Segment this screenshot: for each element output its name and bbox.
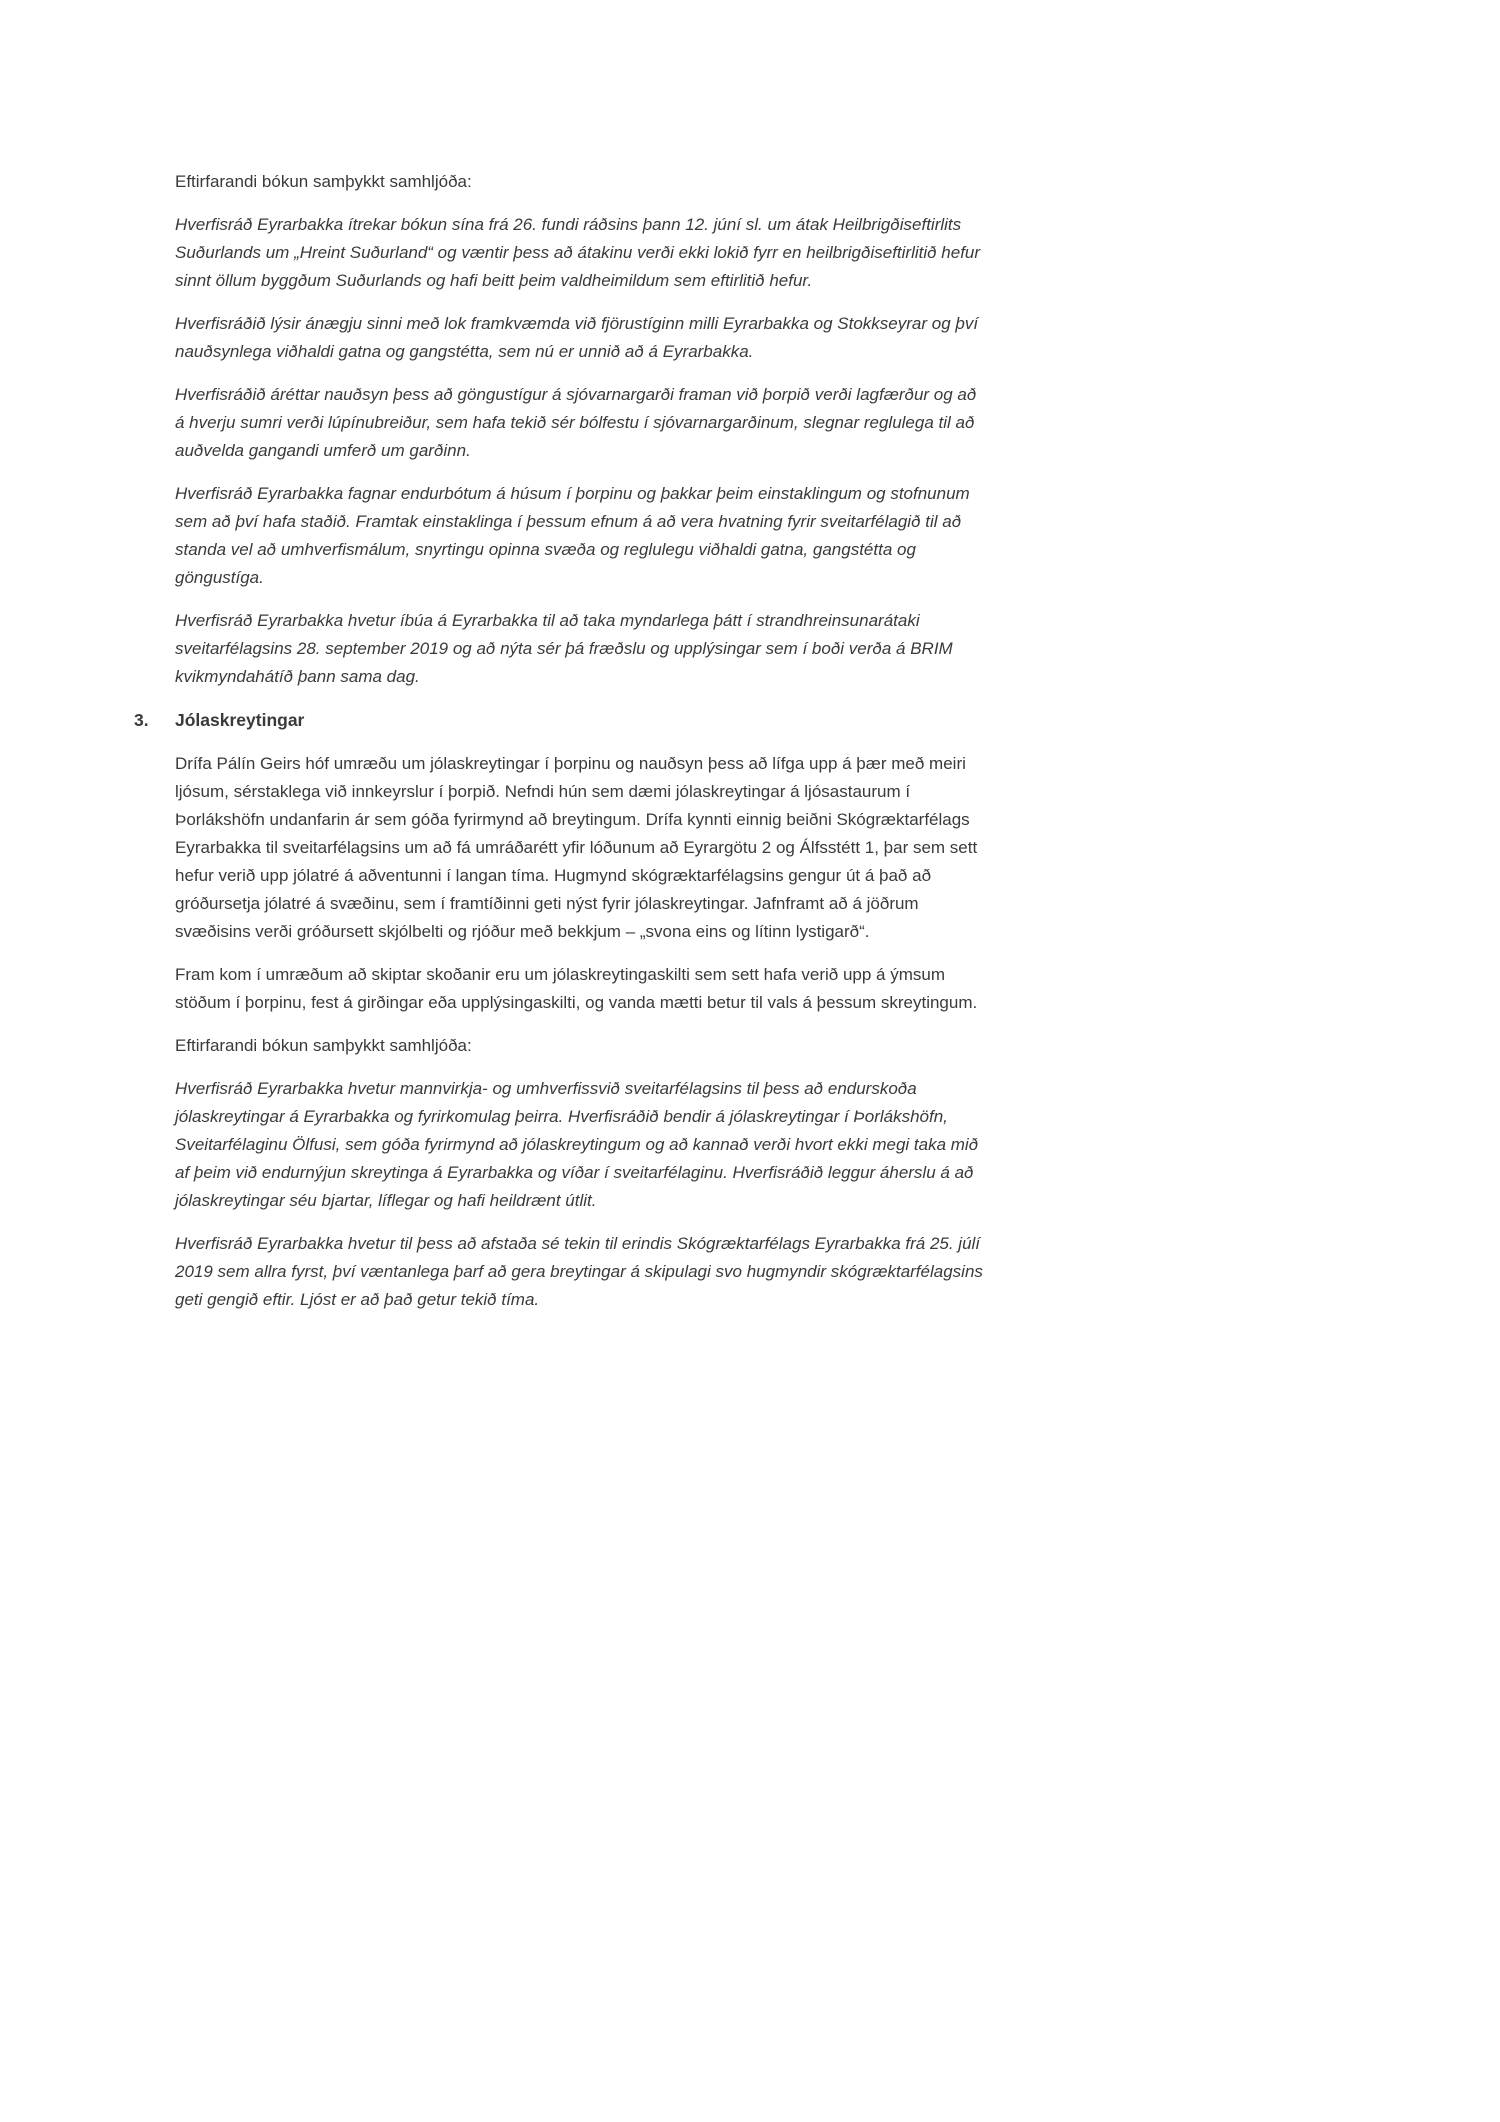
section-number: 3. [134,710,149,730]
document-content [134,0,987,1314]
body-paragraph: Fram kom í umræðum að skiptar skoðanir eru um jólaskreytingaskilti sem sett hafa verið upp á ýmsum stöðum í þorpinu, fest á girðingar eða upplýsingaskilti, og vanda mætti betur til vals á þessum skreytingum. [175,965,978,1012]
section-title: Jólaskreytingar [175,710,305,730]
resolution-paragraph: Hverfisráðið áréttar nauðsyn þess að göngustígur á sjóvarnargarði framan við þorpið verði lagfærður og að á hverju sumri verði lúpínubreiður, sem hafa tekið sér bólfestu í sjóvarnargarðinum, slegnar reglulega til að auðvelda gangandi umferð um garðinn. [175,385,977,460]
section-heading [134,706,987,734]
body-paragraph: Drífa Pálín Geirs hóf umræðu um jólaskreytingar í þorpinu og nauðsyn þess að lífga upp á þær með meiri ljósum, sérstaklega við innkeyrslur í þorpið. Nefndi hún sem dæmi jólaskreytingar á ljósastaurum í Þorlákshöfn undanfarin ár sem góða fyrirmynd að breytingum. Drífa kynnti einnig beiðni Skógræktarfélags Eyrarbakka til sveitarfélagsins um að fá umráðarétt yfir lóðunum að Eyrargötu 2 og Álfsstétt 1, þar sem sett hefur verið upp jólatré á aðventunni í langan tíma. Hugmynd skógræktarfélagsins gengur út á það að gróðursetja jólatré á svæðinu, sem í framtíðinni geti nýst fyrir jólaskreytingar. Jafnframt að á jöðrum svæðisins verði gróðursett skjólbelti og rjóður með bekkjum – „svona eins og lítinn lystigarð“. [175,754,978,941]
resolution-paragraph: Hverfisráð Eyrarbakka hvetur íbúa á Eyrarbakka til að taka myndarlega þátt í strandhreinsunarátaki sveitarfélagsins 28. september 2019 og að nýta sér þá fræðslu og upplýsingar sem í boði verða á BRIM kvikmyndahátíð þann sama dag. [175,611,953,686]
resolution-paragraph: Hverfisráð Eyrarbakka fagnar endurbótum á húsum í þorpinu og þakkar þeim einstaklingum og stofnunum sem að því hafa staðið. Framtak einstaklinga í þessum efnum á að vera hvatning fyrir sveitarfélagið til að standa vel að umhverfismálum, snyrtingu opinna svæða og reglulegu viðhaldi gatna, gangstétta og göngustíga. [175,484,970,587]
resolution-paragraph: Hverfisráð Eyrarbakka hvetur til þess að afstaða sé tekin til erindis Skógræktarfélags Eyrarbakka frá 25. júlí 2019 sem allra fyrst, því væntanlega þarf að gera breytingar á skipulagi svo hugmyndir skógræktarfélagsins geti gengið eftir. Ljóst er að það getur tekið tíma. [175,1234,983,1309]
body-paragraph: Eftirfarandi bókun samþykkt samhljóða: [175,172,472,191]
resolution-paragraph: Hverfisráð Eyrarbakka hvetur mannvirkja- og umhverfissvið sveitarfélagsins til þess að endurskoða jólaskreytingar á Eyrarbakka og fyrirkomulag þeirra. Hverfisráðið bendir á jólaskreytingar í Þorlákshöfn, Sveitarfélaginu Ölfusi, sem góða fyrirmynd að jólaskreytingum og að kannað verði hvort ekki megi taka mið af þeim við endurnýjun skreytinga á Eyrarbakka og víðar í sveitarfélaginu. Hverfisráðið leggur áherslu á að jólaskreytingar séu bjartar, líflegar og hafi heildrænt útlit. [175,1079,979,1210]
resolution-paragraph: Hverfisráð Eyrarbakka ítrekar bókun sína frá 26. fundi ráðsins þann 12. júní sl. um átak Heilbrigðiseftirlits Suðurlands um „Hreint Suðurland“ og væntir þess að átakinu verði ekki lokið fyrr en heilbrigðiseftirlitið hefur sinnt öllum byggðum Suðurlands og hafi beitt þeim valdheimildum sem eftirlitið hefur. [175,215,981,290]
body-paragraph: Eftirfarandi bókun samþykkt samhljóða: [175,1036,472,1055]
resolution-paragraph: Hverfisráðið lýsir ánægju sinni með lok framkvæmda við fjörustíginn milli Eyrarbakka og Stokkseyrar og því nauðsynlega viðhaldi gatna og gangstétta, sem nú er unnið að á Eyrarbakka. [175,314,979,361]
